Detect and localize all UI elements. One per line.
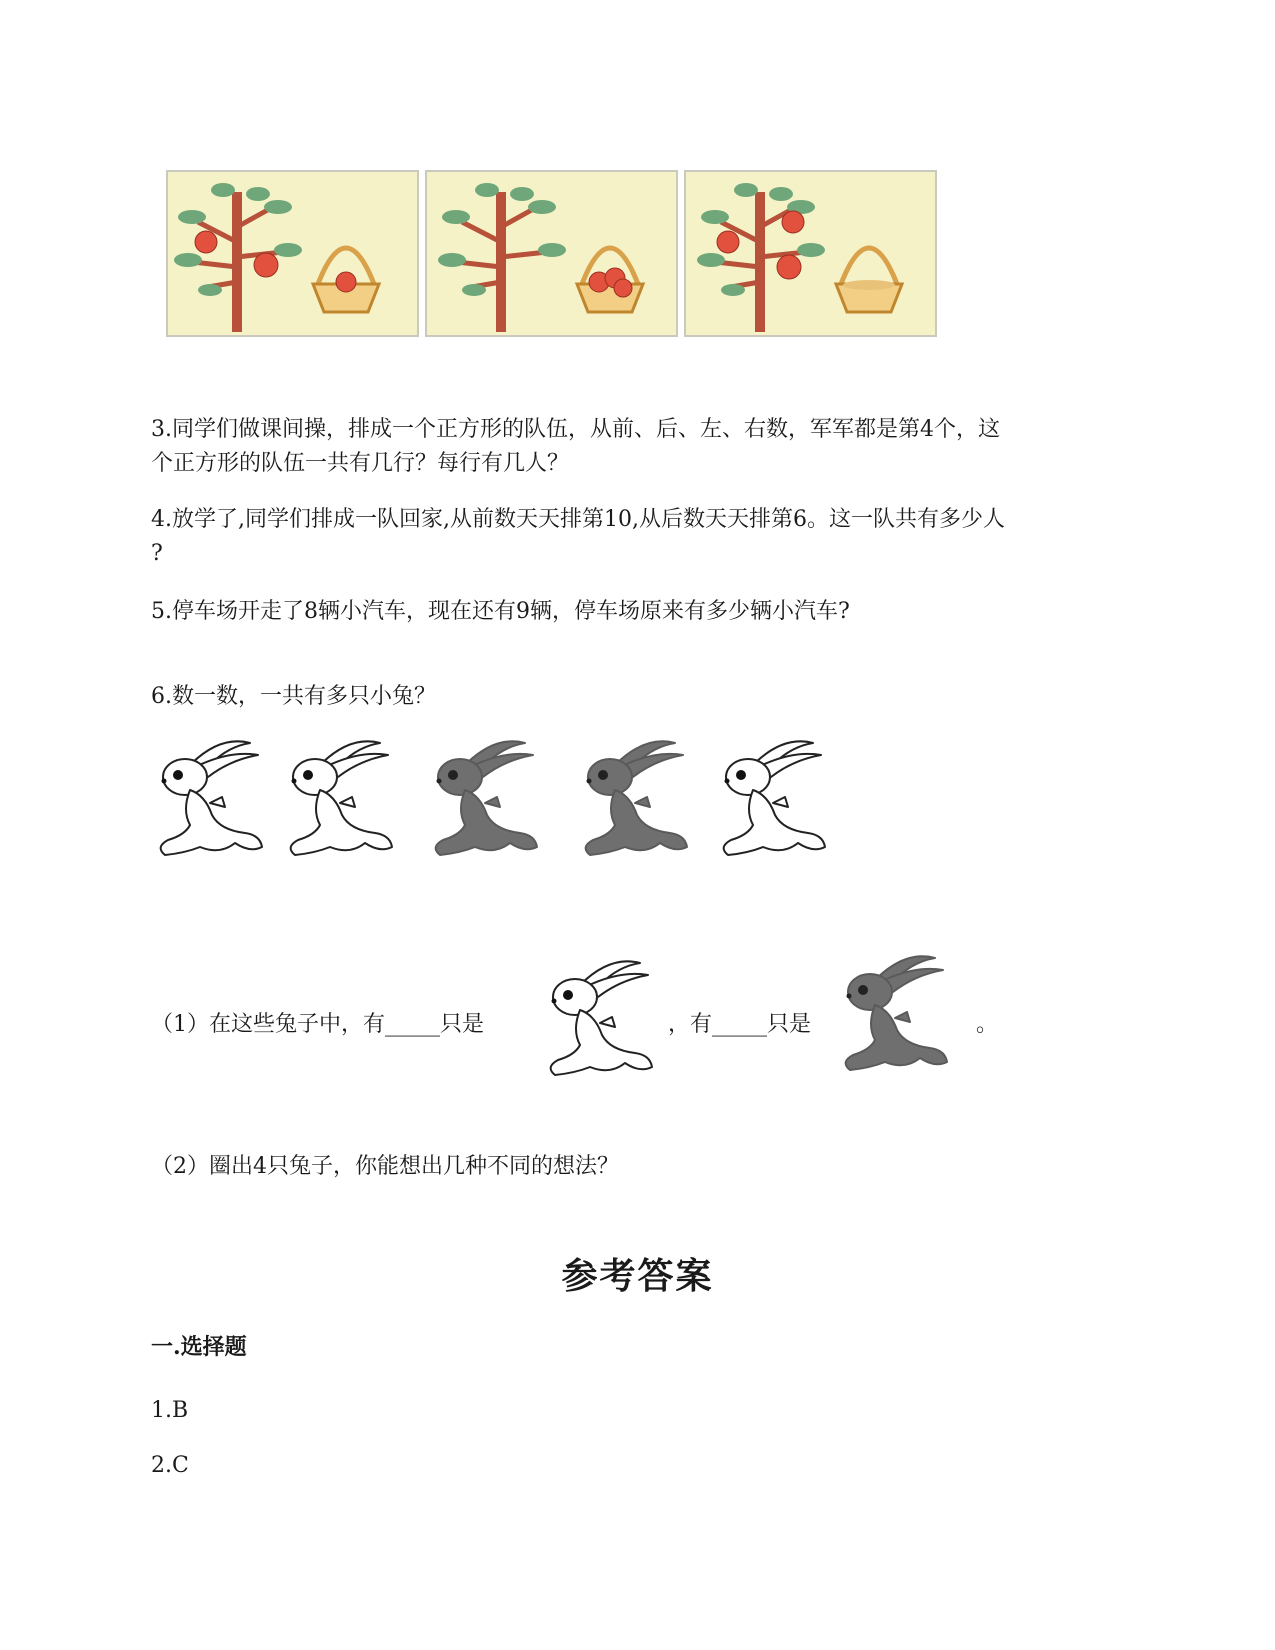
tree-icon [697, 183, 825, 332]
question-3-line-2: 个正方形的队伍一共有几行？每行有几人？ [151, 451, 570, 476]
white-rabbit-icon [713, 735, 833, 869]
tree-icon [174, 183, 302, 332]
answer-title: 参考答案 [561, 1255, 714, 1297]
subquestion-2: （2）圈出4只兔子，你能想出几种不同的想法？ [151, 1154, 619, 1179]
question-4-line-2: ? [151, 541, 163, 566]
answer-2: 2.C [151, 1453, 189, 1478]
white-rabbit-icon [280, 735, 400, 869]
basket-icon [577, 248, 643, 312]
picture-panel-3 [684, 170, 937, 337]
basket-icon [836, 248, 902, 312]
tree-icon [438, 183, 566, 332]
question-6: 6.数一数，一共有多只小兔？ [151, 684, 436, 709]
gray-rabbit-icon [575, 735, 695, 869]
answer-1: 1.B [151, 1398, 189, 1423]
question-4-line-1: 4.放学了,同学们排成一队回家,从前数天天排第10,从后数天天排第6。这一队共有多少人 [151, 507, 1005, 532]
basket-icon [313, 248, 379, 312]
subquestion-1-text-a: （1）在这些兔子中，有_____只是 [151, 1012, 484, 1037]
picture-panel-2 [425, 170, 678, 337]
subquestion-1-text-c: 。 [976, 1012, 999, 1037]
white-rabbit-icon [150, 735, 270, 869]
gray-rabbit-icon [425, 735, 545, 869]
picture-panel-1 [166, 170, 419, 337]
white-rabbit-icon [540, 955, 660, 1089]
question-5: 5.停车场开走了8辆小汽车，现在还有9辆，停车场原来有多少辆小汽车? [151, 599, 850, 624]
subquestion-1-text-b: ，有_____只是 [668, 1012, 812, 1037]
gray-rabbit-icon [835, 950, 955, 1084]
section-heading: 一.选择题 [151, 1334, 247, 1360]
question-3-line-1: 3.同学们做课间操，排成一个正方形的队伍，从前、后、左、右数，军军都是第4个，这 [151, 417, 1000, 442]
